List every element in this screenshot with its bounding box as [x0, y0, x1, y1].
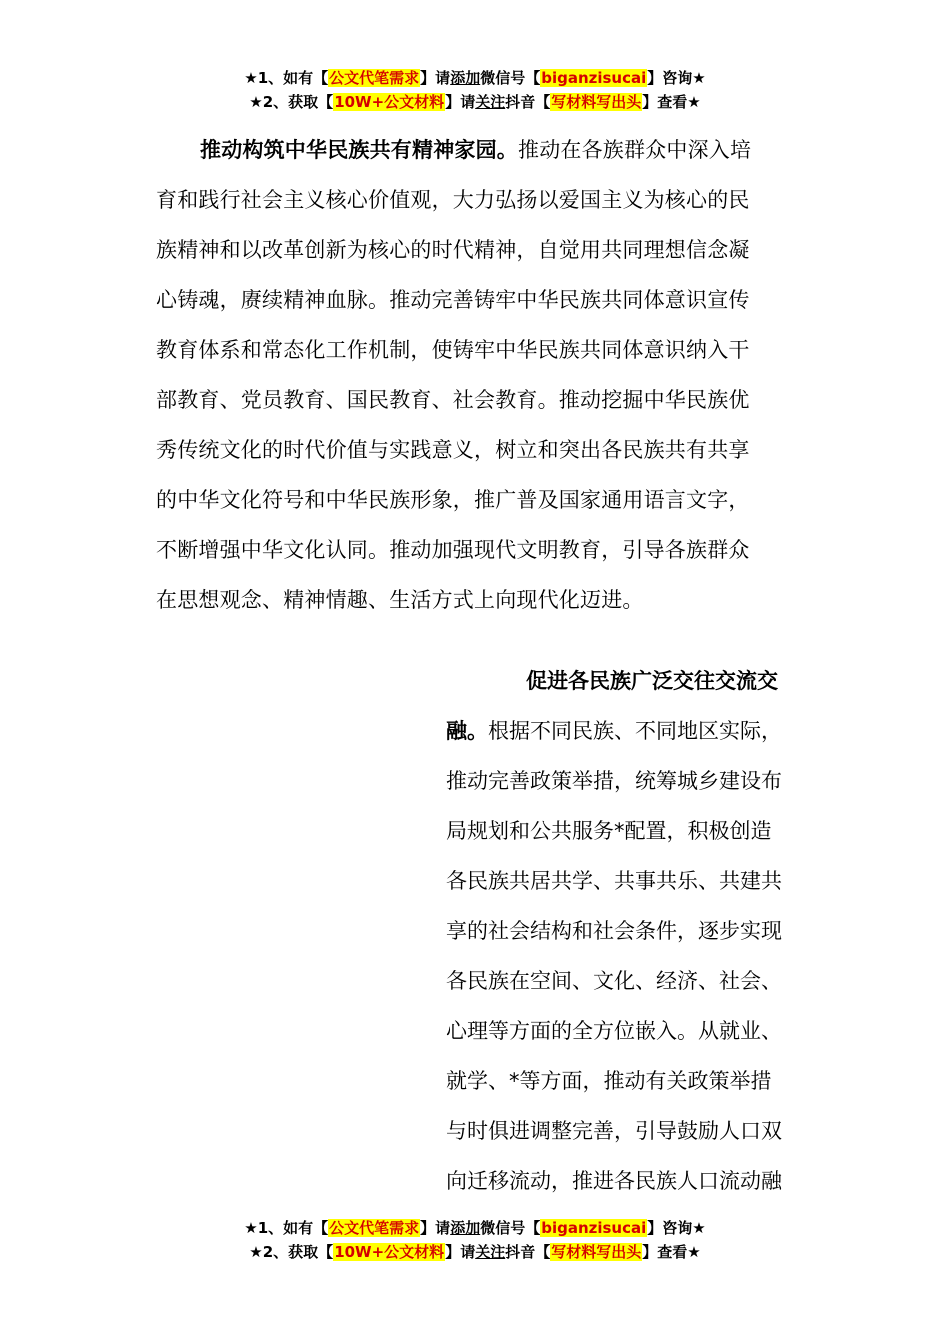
paragraph-ethnic-exchange: [446, 656, 806, 1206]
highlight-materials: 10W+公文材料: [334, 1243, 445, 1261]
highlight-service: 公文代笔需求: [329, 69, 420, 87]
banner-line-1: ★1、如有【公文代笔需求】请添加微信号【biganzisucai】咨询★: [244, 69, 706, 87]
paragraph-line: 与时俱进调整完善，引导鼓励人口双: [446, 1119, 782, 1143]
paragraph-line: 向迁移流动，推进各民族人口流动融: [446, 1169, 782, 1193]
highlight-materials: 10W+公文材料: [334, 93, 445, 111]
paragraph-heading-line: [446, 656, 806, 706]
paragraph-line: 族精神和以改革创新为核心的时代精神，自觉用共同理想信念凝: [156, 238, 750, 262]
highlight-wechat-id: biganzisucai: [541, 69, 647, 87]
paragraph-line: 各民族在空间、文化、经济、社会、: [446, 969, 782, 993]
paragraph-line: 心理等方面的全方位嵌入。从就业、: [446, 1019, 782, 1043]
paragraph-line: 各民族共居共学、共事共乐、共建共: [446, 869, 782, 893]
highlight-douyin: 写材料写出头: [551, 93, 642, 111]
paragraph-line: 部教育、党员教育、国民教育、社会教育。推动挖掘中华民族优: [156, 388, 750, 412]
highlight-douyin: 写材料写出头: [551, 1243, 642, 1261]
highlight-service: 公文代笔需求: [329, 1219, 420, 1237]
header-banner: [0, 66, 950, 114]
paragraph-spiritual-home: [156, 125, 788, 625]
paragraph-heading: 促进各民族广泛交往交流交: [526, 669, 778, 693]
paragraph-line: 就学、*等方面，推动有关政策举措: [446, 1069, 772, 1093]
paragraph-line: 推动构筑中华民族共有精神家园。推动在各族群众中深入培: [200, 138, 752, 162]
banner-line-1: ★1、如有【公文代笔需求】请添加微信号【biganzisucai】咨询★: [244, 1219, 706, 1237]
paragraph-line: 享的社会结构和社会条件，逐步实现: [446, 919, 782, 943]
highlight-wechat-id: biganzisucai: [541, 1219, 647, 1237]
paragraph-line: 融。根据不同民族、不同地区实际，: [446, 719, 782, 743]
paragraph-line: 心铸魂，赓续精神血脉。推动完善铸牢中华民族共同体意识宣传: [156, 288, 750, 312]
paragraph-line: 在思想观念、精神情趣、生活方式上向现代化迈进。: [156, 588, 644, 612]
paragraph-line: 教育体系和常态化工作机制，使铸牢中华民族共同体意识纳入干: [156, 338, 750, 362]
paragraph-line: 秀传统文化的时代价值与实践意义，树立和突出各民族共有共享: [156, 438, 750, 462]
paragraph-line: 的中华文化符号和中华民族形象，推广普及国家通用语言文字，: [156, 488, 750, 512]
banner-line-2: ★2、获取【10W+公文材料】请关注抖音【写材料写出头】查看★: [249, 1243, 701, 1261]
banner-line-2: ★2、获取【10W+公文材料】请关注抖音【写材料写出头】查看★: [249, 93, 701, 111]
paragraph-line: 局规划和公共服务*配置，积极创造: [446, 819, 772, 843]
footer-banner: [0, 1216, 950, 1264]
paragraph-line: 育和践行社会主义核心价值观，大力弘扬以爱国主义为核心的民: [156, 188, 750, 212]
paragraph-line: 推动完善政策举措，统筹城乡建设布: [446, 769, 782, 793]
paragraph-heading: 推动构筑中华民族共有精神家园。: [200, 138, 518, 162]
paragraph-line: 不断增强中华文化认同。推动加强现代文明教育，引导各族群众: [156, 538, 750, 562]
